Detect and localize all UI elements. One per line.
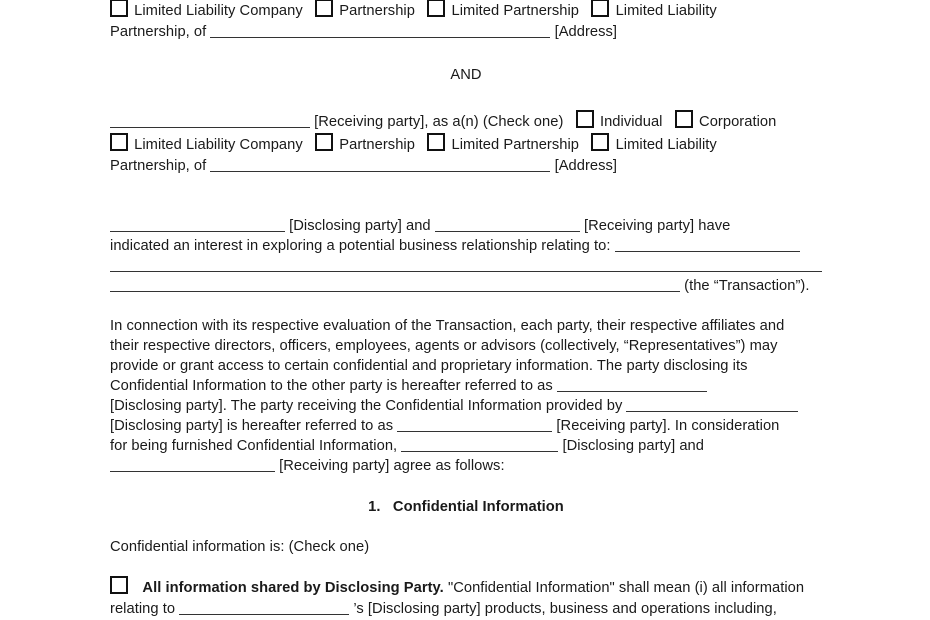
body-line-6-prefix: [Disclosing party] is hereafter referred to as [110, 418, 394, 434]
body-paragraph-line-8 [110, 455, 505, 477]
receiving-address-prefix: Partnership, of [110, 158, 207, 174]
checkbox-disclosing-limited-liability-company[interactable] [110, 0, 128, 17]
label-receiving-limited-liability-company: Limited Liability Company [134, 137, 303, 153]
section-1-option-a-line-1 [110, 576, 804, 599]
checkbox-receiving-corporation[interactable] [675, 110, 693, 128]
disclosing-address-blank[interactable] [210, 24, 550, 38]
recitals-disclosing-label: [Disclosing party] and [289, 218, 431, 234]
body-receiving-blank-2[interactable] [110, 458, 275, 472]
checkbox-receiving-limited-partnership[interactable] [427, 133, 445, 151]
section-1-option-a-line-2 [110, 598, 777, 620]
body-paragraph-line-3 [110, 355, 747, 377]
conjunction-and [110, 64, 822, 86]
conjunction-and-text: AND [450, 67, 482, 83]
recitals-line-2-text: indicated an interest in exploring a potential business relationship relating to: [110, 238, 611, 254]
recitals-line-1 [110, 215, 730, 237]
disclosing-address-suffix: [Address] [554, 24, 618, 40]
recitals-transaction-blank-1[interactable] [615, 238, 800, 252]
section-1-prompt-text: Confidential information is: (Check one) [110, 539, 370, 555]
option-a-line2-prefix: relating to [110, 601, 176, 617]
receiving-party-intro-label: [Receiving party], as a(n) (Check one) [314, 114, 564, 130]
receiving-party-address-line [110, 155, 617, 177]
body-line-6-suffix: [Receiving party]. In consideration [556, 418, 780, 434]
body-line-5-text: [Disclosing party]. The party receiving the Confidential Information provided by [110, 398, 623, 414]
label-receiving-limited-partnership: Limited Partnership [451, 137, 580, 153]
label-receiving-limited-liability: Limited Liability [615, 137, 717, 153]
body-line-3-text: provide or grant access to certain confidential and proprietary information. The party disclosing its [110, 358, 748, 374]
checkbox-disclosing-partnership[interactable] [315, 0, 333, 17]
receiving-party-entity-options-line [110, 133, 717, 156]
checkbox-receiving-partnership[interactable] [315, 133, 333, 151]
body-line-7-prefix: for being furnished Confidential Information, [110, 438, 398, 454]
body-paragraph-line-1 [110, 315, 784, 337]
body-disclosing-blank-2[interactable] [626, 398, 798, 412]
body-paragraph-line-6 [110, 415, 779, 437]
disclosing-address-prefix: Partnership, of [110, 24, 207, 40]
body-paragraph-line-7 [110, 435, 704, 457]
body-line-1-text: In connection with its respective evaluation of the Transaction, each party, their respective affiliates and [110, 318, 785, 334]
body-disclosing-blank-1[interactable] [557, 378, 707, 392]
body-receiving-blank-1[interactable] [397, 418, 552, 432]
checkbox-disclosing-limited-partnership[interactable] [427, 0, 445, 17]
disclosing-party-entity-options-line [110, 0, 717, 22]
recitals-line-3 [110, 255, 822, 277]
option-a-rest-text: "Confidential Information" shall mean (i) all information [447, 580, 805, 596]
recitals-disclosing-blank[interactable] [110, 218, 285, 232]
section-1-title: Confidential Information [392, 499, 564, 515]
body-line-4-text: Confidential Information to the other party is hereafter referred to as [110, 378, 553, 394]
receiving-party-intro-line [110, 110, 776, 133]
checkbox-receiving-limited-liability[interactable] [591, 133, 609, 151]
body-paragraph-line-4 [110, 375, 707, 397]
receiving-address-blank[interactable] [210, 158, 550, 172]
label-disclosing-partnership: Partnership [339, 3, 415, 19]
section-1-number: 1. [368, 499, 381, 515]
receiving-address-suffix: [Address] [554, 158, 618, 174]
body-line-7-suffix: [Disclosing party] and [562, 438, 704, 454]
label-receiving-individual: Individual [599, 114, 663, 130]
section-1-prompt [110, 536, 369, 558]
checkbox-all-information-shared[interactable] [110, 576, 128, 594]
label-disclosing-limited-liability-company: Limited Liability Company [134, 3, 303, 19]
body-paragraph-line-2 [110, 335, 778, 357]
recitals-receiving-blank[interactable] [435, 218, 580, 232]
checkbox-receiving-individual[interactable] [576, 110, 594, 128]
receiving-party-name-blank[interactable] [110, 114, 310, 128]
label-receiving-corporation: Corporation [699, 114, 777, 130]
body-paragraph-line-5 [110, 395, 798, 417]
recitals-line-4 [110, 275, 809, 297]
label-receiving-partnership: Partnership [339, 137, 415, 153]
label-disclosing-limited-partnership: Limited Partnership [451, 3, 580, 19]
section-1-heading [110, 496, 822, 518]
body-line-2-text: their respective directors, officers, employees, agents or advisors (collectively, “Representatives”) may [110, 338, 778, 354]
recitals-line-2 [110, 235, 800, 257]
checkbox-disclosing-limited-liability[interactable] [591, 0, 609, 17]
recitals-transaction-blank-2[interactable] [110, 258, 822, 272]
body-line-8-suffix: [Receiving party] agree as follows: [279, 458, 505, 474]
checkbox-receiving-limited-liability-company[interactable] [110, 133, 128, 151]
disclosing-party-address-line [110, 21, 617, 43]
option-a-bold-label: All information shared by Disclosing Party. [142, 580, 444, 596]
recitals-transaction-blank-3[interactable] [110, 278, 680, 292]
recitals-transaction-suffix: (the “Transaction”). [684, 278, 810, 294]
option-a-line2-suffix: ’s [Disclosing party] products, business and operations including, [353, 601, 777, 617]
recitals-receiving-label: [Receiving party] have [583, 218, 731, 234]
body-disclosing-blank-3[interactable] [401, 438, 558, 452]
option-a-disclosing-blank[interactable] [179, 601, 349, 615]
label-disclosing-limited-liability: Limited Liability [615, 3, 717, 19]
